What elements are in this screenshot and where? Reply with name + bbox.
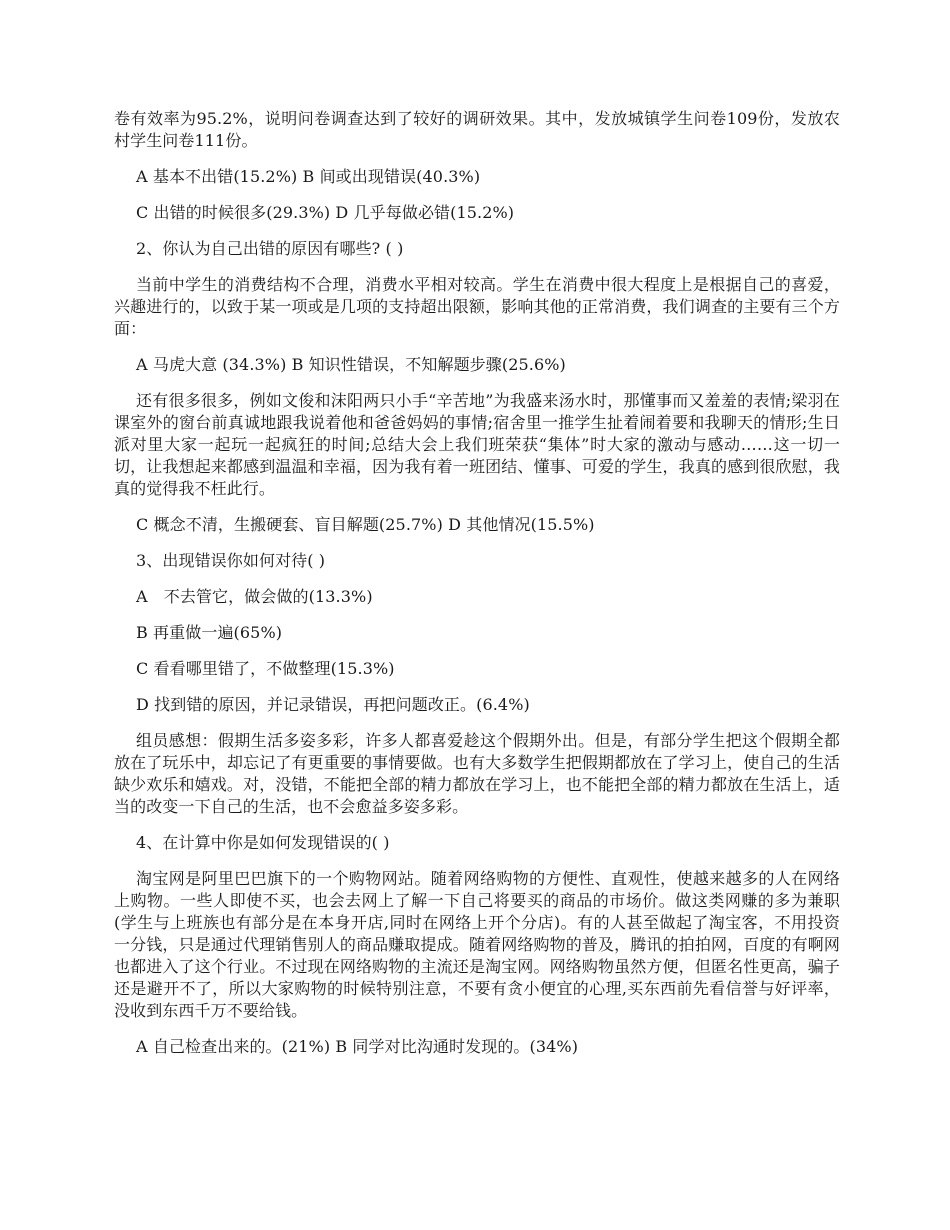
taobao-paragraph: 淘宝网是阿里巴巴旗下的一个购物网站。随着网络购物的方便性、直观性，使越来越多的人在网络上购物。一些人即使不买，也会去网上了解一下自己将要买的商品的市场价。做这类网赚的多为兼职(学生与上班族也有部分是在本身开店,同时在网络上开个分店)。有的人甚至做起了淘宝客，不用投资一分钱，只是通过代理销售别人的商品赚取提成。随着网络购物的普及，腾讯的拍拍网，百度的有啊网也都进入了这个行业。不过现在网络购物的主流还是淘宝网。网络购物虽然方便，但匿名性更高，骗子还是避开不了，所以大家购物的时候特别注意，不要有贪小便宜的心理,买东西前先看信誉与好评率，没收到东西千万不要给钱。 (114, 869, 840, 1020)
q3-option-b: B 再重做一遍(65%) (136, 623, 283, 642)
q2-options-ab: A 马虎大意 (34.3%) B 知识性错误，不知解题步骤(25.6%) (136, 355, 566, 374)
q1-options-cd: C 出错的时候很多(29.3%) D 几乎每做必错(15.2%) (136, 203, 515, 222)
memories-paragraph: 还有很多很多，例如文俊和沫阳两只小手“辛苦地”为我盛来汤水时，那懂事而又羞羞的表情;梁羽在课室外的窗台前真诚地跟我说着他和爸爸妈妈的事情;宿舍里一推学生扯着闹着要和我聊天的情形;生日派对里大家一起玩一起疯狂的时间;总结大会上我们班荣获“集体”时大家的激动与感动……这一切一切，让我想起来都感到温温和幸福，因为我有着一班团结、懂事、可爱的学生，我真的感到很欣慰，我真的觉得我不枉此行。 (114, 391, 840, 498)
consumption-paragraph: 当前中学生的消费结构不合理，消费水平相对较高。学生在消费中很大程度上是根据自己的喜爱，兴趣进行的，以致于某一项或是几项的支持超出限额，影响其他的正常消费，我们调查的主要有三个方面： (114, 275, 840, 338)
question-2-heading: 2、你认为自己出错的原因有哪些? ( ) (136, 239, 404, 258)
q2-options-cd: C 概念不清，生搬硬套、盲目解题(25.7%) D 其他情况(15.5%) (136, 515, 595, 534)
q3-option-d: D 找到错的原因，并记录错误，再把问题改正。(6.4%) (136, 695, 530, 714)
survey-intro-paragraph: 卷有效率为95.2%，说明问卷调查达到了较好的调研效果。其中，发放城镇学生问卷109份，发放农村学生问卷111份。 (114, 109, 840, 150)
group-reflection-paragraph: 组员感想：假期生活多姿多彩，许多人都喜爱趁这个假期外出。但是，有部分学生把这个假期全都放在了玩乐中，却忘记了有更重要的事情要做。也有大多数学生把假期都放在了学习上，使自己的生活缺少欢乐和嬉戏。对，没错，不能把全部的精力都放在学习上，也不能把全部的精力都放在生活上，适当的改变一下自己的生活，也不会愈益多姿多彩。 (114, 731, 840, 816)
q3-option-a: A 不去管它，做会做的(13.3%) (136, 587, 373, 606)
q3-option-c: C 看看哪里错了，不做整理(15.3%) (136, 659, 395, 678)
q4-options-ab: A 自己检查出来的。(21%) B 同学对比沟通时发现的。(34%) (136, 1037, 579, 1056)
question-4-heading: 4、在计算中你是如何发现错误的( ) (136, 833, 390, 852)
document-page (114, 108, 840, 1072)
question-3-heading: 3、出现错误你如何对待( ) (136, 551, 326, 570)
q1-options-ab: A 基本不出错(15.2%) B 间或出现错误(40.3%) (136, 167, 481, 186)
